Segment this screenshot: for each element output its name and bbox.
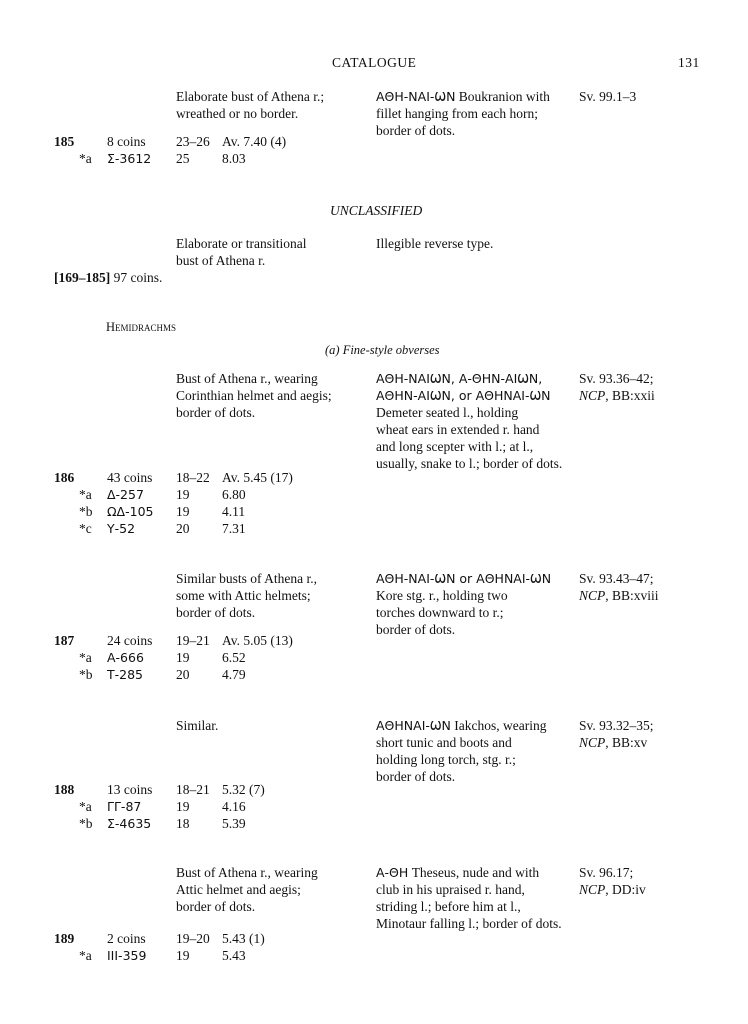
running-head: CATALOGUE bbox=[332, 55, 417, 70]
diameter-range: 23–26 bbox=[176, 134, 210, 149]
specimen-diameter: 19 bbox=[176, 487, 190, 502]
coin-legend: ΑΘΗ-ΝΑΙ-ѠΝ bbox=[376, 89, 456, 104]
coin-legend: ΑΘΗ-ΝΑΙ-ѠΝ or ΑΘΗΝΑΙ-ѠΝ bbox=[376, 571, 552, 586]
average-weight: 5.32 (7) bbox=[222, 782, 265, 797]
specimen-diameter: 25 bbox=[176, 151, 190, 166]
specimen-weight: 8.03 bbox=[222, 151, 246, 166]
page-number: 131 bbox=[678, 55, 700, 70]
reference: Sv. 93.32–35; NCP, BB:xv bbox=[579, 718, 654, 750]
specimen-id: ΓΓ-87 bbox=[107, 799, 142, 814]
reverse-description: ΑΘΗ-ΝΑΙ-ѠΝ Boukranion with fillet hanging from each horn; border of dots. bbox=[376, 89, 550, 138]
coin-legend: ΑΘΗΝΑΙ-ѠΝ bbox=[376, 718, 451, 733]
specimen-weight: 6.80 bbox=[222, 487, 246, 502]
specimen-id: Υ-52 bbox=[107, 521, 136, 536]
diameter-range: 19–21 bbox=[176, 633, 210, 648]
obverse-description: Elaborate or transitional bust of Athena r. bbox=[176, 236, 307, 268]
specimen-id: Α-666 bbox=[107, 650, 144, 665]
specimen-id: ΩΔ-105 bbox=[107, 504, 154, 519]
specimen-mark: *b bbox=[79, 816, 93, 831]
specimen-weight: 5.39 bbox=[222, 816, 246, 831]
average-weight: Av. 5.45 (17) bbox=[222, 470, 293, 485]
specimen-mark: *a bbox=[79, 151, 92, 166]
reference: Sv. 93.43–47; NCP, BB:xviii bbox=[579, 571, 659, 603]
specimen-diameter: 18 bbox=[176, 816, 190, 831]
coin-count: 43 coins bbox=[107, 470, 153, 485]
reference: Sv. 96.17; NCP, DD:iv bbox=[579, 865, 646, 897]
specimen-weight: 5.43 bbox=[222, 948, 246, 963]
diameter-range: 18–21 bbox=[176, 782, 210, 797]
specimen-mark: *a bbox=[79, 948, 92, 963]
obverse-description: Bust of Athena r., wearing Corinthian helmet and aegis; border of dots. bbox=[176, 371, 332, 420]
specimen-weight: 6.52 bbox=[222, 650, 246, 665]
reverse-description: Illegible reverse type. bbox=[376, 236, 494, 251]
specimen-weight: 7.31 bbox=[222, 521, 246, 536]
reference: Sv. 99.1–3 bbox=[579, 89, 637, 104]
specimen-mark: *a bbox=[79, 487, 92, 502]
section-heading: UNCLASSIFIED bbox=[330, 203, 423, 218]
obverse-description: Bust of Athena r., wearing Attic helmet and aegis; border of dots. bbox=[176, 865, 318, 914]
specimen-mark: *a bbox=[79, 799, 92, 814]
specimen-weight: 4.79 bbox=[222, 667, 246, 682]
average-weight: 5.43 (1) bbox=[222, 931, 265, 946]
obverse-description: Similar busts of Athena r., some with Attic helmets; border of dots. bbox=[176, 571, 317, 620]
coin-legend: Α-ΘΗ bbox=[376, 865, 409, 880]
subsection-heading: (a) Fine-style obverses bbox=[325, 343, 440, 357]
specimen-diameter: 19 bbox=[176, 650, 190, 665]
entry-number: 187 bbox=[54, 633, 75, 648]
coin-count: 13 coins bbox=[107, 782, 153, 797]
specimen-mark: *b bbox=[79, 667, 93, 682]
specimen-weight: 4.16 bbox=[222, 799, 246, 814]
specimen-diameter: 20 bbox=[176, 667, 190, 682]
diameter-range: 18–22 bbox=[176, 470, 210, 485]
specimen-diameter: 20 bbox=[176, 521, 190, 536]
coin-legend: ΑΘΗΝ-ΑΙѠΝ, or ΑΘΗΝΑΙ-ѠΝ bbox=[376, 388, 551, 403]
group-total: [169–185] 97 coins. bbox=[54, 270, 163, 285]
coin-count: 8 coins bbox=[107, 134, 146, 149]
specimen-mark: *c bbox=[79, 521, 92, 536]
reverse-description: ΑΘΗ-ΝΑΙ-ѠΝ or ΑΘΗΝΑΙ-ѠΝ Kore stg. r., holding two torches downward to r.; border of dots. bbox=[376, 571, 552, 637]
specimen-id: Σ-4635 bbox=[107, 816, 152, 831]
coin-legend: ΑΘΗ-ΝΑΙѠΝ, Α-ΘΗΝ-ΑΙѠΝ, bbox=[376, 371, 543, 386]
average-weight: Av. 7.40 (4) bbox=[222, 134, 287, 149]
obverse-description: Elaborate bust of Athena r.; wreathed or no border. bbox=[176, 89, 325, 121]
specimen-mark: *a bbox=[79, 650, 92, 665]
specimen-diameter: 19 bbox=[176, 799, 190, 814]
reference: Sv. 93.36–42; NCP, BB:xxii bbox=[579, 371, 655, 403]
specimen-id: ΙΙΙ-359 bbox=[107, 948, 147, 963]
denomination-heading: Hemidrachms bbox=[106, 320, 177, 334]
entry-number: 189 bbox=[54, 931, 75, 946]
specimen-mark: *b bbox=[79, 504, 93, 519]
specimen-id: Τ-285 bbox=[107, 667, 144, 682]
specimen-id: Δ-257 bbox=[107, 487, 144, 502]
specimen-diameter: 19 bbox=[176, 504, 190, 519]
entry-number: 185 bbox=[54, 134, 75, 149]
coin-count: 2 coins bbox=[107, 931, 146, 946]
specimen-diameter: 19 bbox=[176, 948, 190, 963]
reverse-description: ΑΘΗΝΑΙ-ѠΝ Iakchos, wearing short tunic and boots and holding long torch, stg. r.; border of dots. bbox=[376, 718, 547, 784]
specimen-id: Σ-3612 bbox=[107, 151, 152, 166]
obverse-description: Similar. bbox=[176, 718, 219, 733]
diameter-range: 19–20 bbox=[176, 931, 210, 946]
coin-count: 24 coins bbox=[107, 633, 153, 648]
reverse-description: Α-ΘΗ Theseus, nude and with club in his upraised r. hand, striding l.; before him at l., Minotaur falling l.; border of dots. bbox=[376, 865, 562, 931]
average-weight: Av. 5.05 (13) bbox=[222, 633, 293, 648]
reverse-description: ΑΘΗ-ΝΑΙѠΝ, Α-ΘΗΝ-ΑΙѠΝ, ΑΘΗΝ-ΑΙѠΝ, or ΑΘΗΝΑΙ-ѠΝ Demeter seated l., holding wheat ears in extended r. hand and long scepter with l.; at l., usually, snake to l.; border of dots. bbox=[376, 371, 563, 471]
entry-number: 186 bbox=[54, 470, 75, 485]
specimen-weight: 4.11 bbox=[222, 504, 246, 519]
entry-number: 188 bbox=[54, 782, 75, 797]
